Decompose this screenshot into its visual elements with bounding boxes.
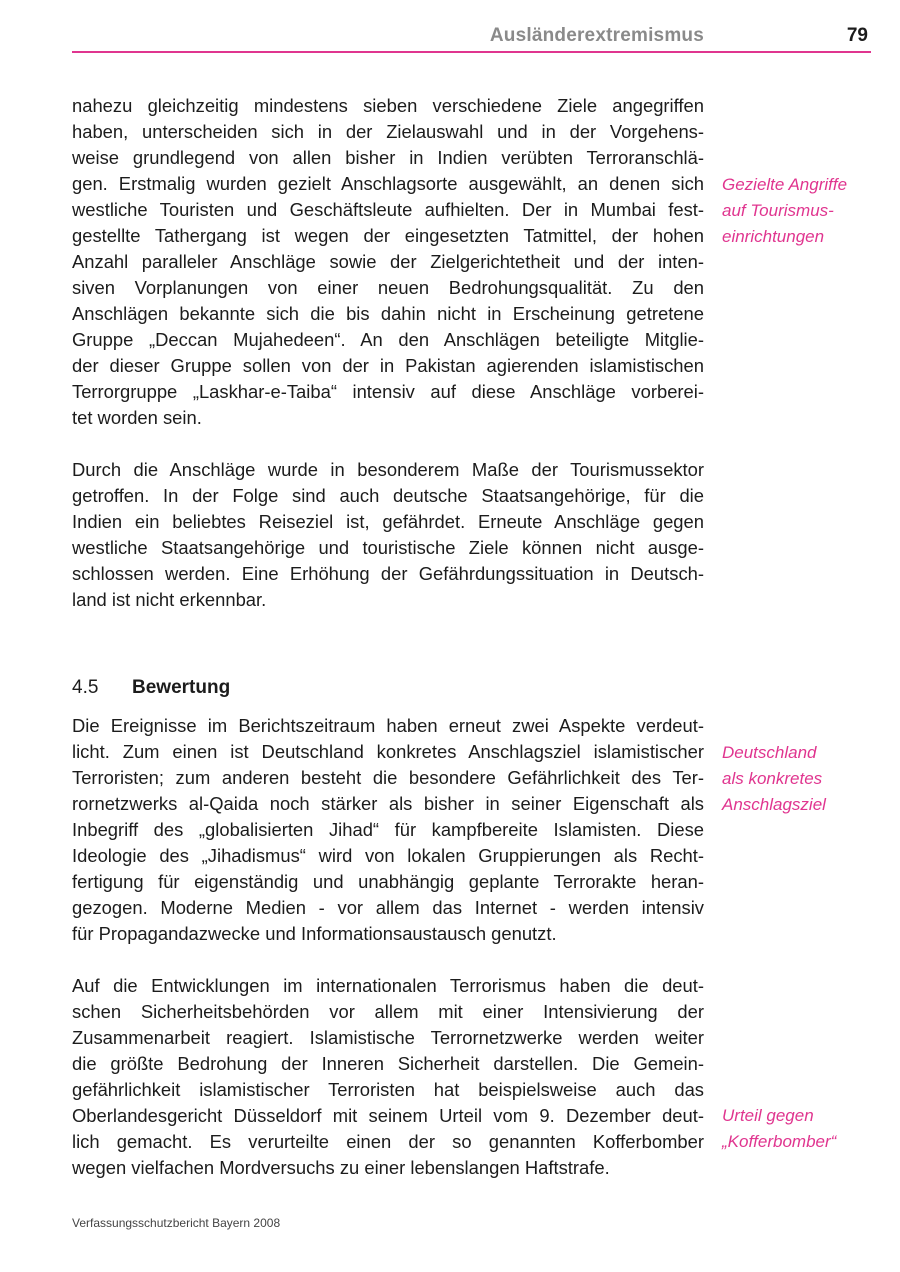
text-line: Anschlägen bekannte sich die bis dahin nicht in Erscheinung getretene (72, 303, 704, 324)
text-line: getroffen. In der Folge sind auch deutsche Staatsangehörige, für die (72, 485, 704, 506)
text-line: wegen vielfachen Mordversuchs zu einer lebenslangen Haftstrafe. (72, 1157, 610, 1178)
text-line: haben, unterscheiden sich in der Zielauswahl und in der Vorgehens- (72, 121, 704, 142)
paragraph-4-text (72, 973, 704, 1181)
margin-note-verdict (722, 1103, 882, 1155)
text-line: Auf die Entwicklungen im internationalen Terrorismus haben die deut- (72, 975, 704, 996)
text-line: siven Vorplanungen von einer neuen Bedrohungsqualität. Zu den (72, 277, 704, 298)
text-line: Ideologie des „Jihadismus“ wird von lokalen Gruppierungen als Recht- (72, 845, 704, 866)
margin-note-line: Urteil gegen (722, 1106, 814, 1125)
paragraph-4 (72, 973, 704, 1181)
text-line: schen Sicherheitsbehörden vor allem mit einer Intensivierung der (72, 1001, 704, 1022)
margin-note-line: Gezielte Angriffe (722, 175, 848, 194)
margin-note-germany (722, 740, 882, 818)
margin-note-line: einrichtungen (722, 227, 825, 246)
text-line: westliche Touristen und Geschäftsleute aufhielten. Der in Mumbai fest- (72, 199, 704, 220)
margin-note-tourism (722, 172, 882, 250)
text-line: gestellte Tathergang ist wegen der eingesetzten Tatmittel, der hohen (72, 225, 704, 246)
text-line: rornetzwerks al-Qaida noch stärker als bisher in seiner Eigenschaft als (72, 793, 704, 814)
text-line: die größte Bedrohung der Inneren Sicherheit darstellen. Die Gemein- (72, 1053, 704, 1074)
margin-note-line: „Kofferbomber“ (722, 1132, 837, 1151)
margin-note-line: als konkretes (722, 769, 823, 788)
text-line: fertigung für eigenständig und unabhängig geplante Terrorakte heran- (72, 871, 704, 892)
paragraph-2-text (72, 457, 704, 613)
margin-note-line: Deutschland (722, 743, 817, 762)
text-line: westliche Staatsangehörige und touristische Ziele können nicht ausge- (72, 537, 704, 558)
section-number: 4.5 (72, 677, 99, 698)
text-line: Terrorgruppe „Laskhar-e-Taiba“ intensiv auf diese Anschläge vorberei- (72, 381, 704, 402)
header-rule (72, 51, 871, 53)
text-line: Durch die Anschläge wurde in besonderem Maße der Tourismussektor (72, 459, 704, 480)
text-line: tet worden sein. (72, 407, 202, 428)
paragraph-1-text (72, 93, 704, 431)
margin-note-line: auf Tourismus- (722, 201, 834, 220)
page-footer: Verfassungsschutzbericht Bayern 2008 (72, 1216, 281, 1230)
text-line: Inbegriff des „globalisierten Jihad“ für kampfbereite Islamisten. Diese (72, 819, 704, 840)
text-line: land ist nicht erkennbar. (72, 589, 267, 610)
text-line: Gruppe „Deccan Mujahedeen“. An den Anschlägen beteiligte Mitglie- (72, 329, 704, 350)
text-line: gezogen. Moderne Medien - vor allem das Internet - werden intensiv (72, 897, 704, 918)
section-title: Bewertung (132, 677, 231, 698)
text-line: lich gemacht. Es verurteilte einen der so genannten Kofferbomber (72, 1131, 704, 1152)
text-line: licht. Zum einen ist Deutschland konkretes Anschlagsziel islamistischer (72, 741, 704, 762)
text-line: weise grundlegend von allen bisher in Indien verübten Terroranschlä- (72, 147, 704, 168)
text-line: Die Ereignisse im Berichtszeitraum haben erneut zwei Aspekte verdeut- (72, 715, 704, 736)
section-heading (72, 675, 230, 701)
text-line: Indien ein beliebtes Reiseziel ist, gefährdet. Erneute Anschläge gegen (72, 511, 704, 532)
text-line: Terroristen; zum anderen besteht die besondere Gefährlichkeit des Ter- (72, 767, 704, 788)
text-line: Oberlandesgericht Düsseldorf mit seinem Urteil vom 9. Dezember deut- (72, 1105, 704, 1126)
paragraph-3 (72, 713, 704, 947)
paragraph-3-text (72, 713, 704, 947)
paragraph-2 (72, 457, 704, 613)
text-line: Anzahl paralleler Anschläge sowie der Zielgerichtetheit und der inten- (72, 251, 704, 272)
margin-note-line: Anschlagsziel (722, 795, 826, 814)
text-line: für Propagandazwecke und Informationsaustausch genutzt. (72, 923, 557, 944)
text-line: schlossen werden. Eine Erhöhung der Gefährdungssituation in Deutsch- (72, 563, 704, 584)
chapter-title: Ausländerextremismus (489, 25, 704, 46)
text-line: gefährlichkeit islamistischer Terroristen hat beispielsweise auch das (72, 1079, 704, 1100)
text-line: Zusammenarbeit reagiert. Islamistische Terrornetzwerke werden weiter (72, 1027, 704, 1048)
text-line: gen. Erstmalig wurden gezielt Anschlagsorte ausgewählt, an denen sich (72, 173, 704, 194)
text-line: nahezu gleichzeitig mindestens sieben verschiedene Ziele angegriffen (72, 95, 704, 116)
page-number: 79 (846, 25, 868, 46)
text-line: der dieser Gruppe sollen von der in Pakistan agierenden islamistischen (72, 355, 704, 376)
paragraph-1 (72, 93, 704, 431)
